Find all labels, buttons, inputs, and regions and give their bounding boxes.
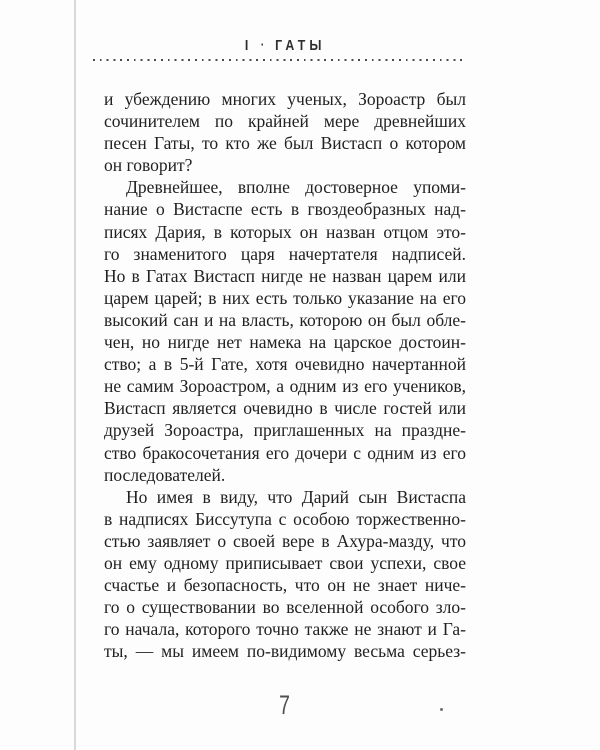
text-line: Вистасп является очевидно в числе гостей или — [104, 398, 466, 419]
chapter-title: ГАТЫ — [274, 37, 326, 54]
dotted-rule — [93, 59, 465, 61]
page-footer — [104, 690, 466, 721]
text-line: го знаменитого царя начертателя надписей. — [104, 243, 466, 264]
text-line: ты, — мы имеем по-видимому весьма серьез- — [104, 641, 466, 662]
text-line: стью заявляет о своей вере в Ахура-мазду, что — [104, 530, 466, 551]
text-line: в надписях Биссутупа с особою торжественно- — [104, 508, 466, 529]
header-text — [245, 36, 326, 55]
scan-speck-dot — [440, 708, 443, 711]
text-line: он говорит? — [104, 155, 193, 176]
text-line: чен, но нигде нет намека на царское достоин- — [104, 332, 466, 353]
text-line: песен Гаты, то кто же был Вистасп о котором — [104, 133, 466, 154]
text-line: писях Дария, в которых он назван отцом это- — [104, 221, 466, 242]
text-line: ство бракосочетания его дочери с одним из его — [104, 442, 466, 463]
body-text — [104, 88, 466, 662]
text-line: царем царей; в них есть только указание на его — [104, 287, 466, 308]
text-line: го о существовании во вселенной особого зло- — [104, 597, 466, 618]
text-line: не самим Зороастром, а одним из его учеников, — [104, 376, 466, 397]
text-line: Древнейшее, вполне достоверное упоми- — [126, 177, 466, 198]
text-line: го начала, которого точно также не знают и Га- — [104, 619, 466, 640]
text-line: счастье и безопасность, что он не знает ниче- — [104, 575, 466, 596]
page-header — [104, 36, 466, 55]
text-line: Но в Гатах Вистасп нигде не назван царем или — [104, 265, 466, 286]
text-line: ство; а в 5-й Гате, хотя очевидно начертанной — [104, 354, 466, 375]
text-line: и убеждению многих ученых, Зороастр был — [104, 89, 466, 109]
text-line: последователей. — [104, 464, 226, 485]
text-line: друзей Зороастра, приглашенных на праздне- — [104, 420, 466, 441]
text-line: он ему одному приписывает свои успехи, свое — [104, 552, 466, 573]
page-number: 7 — [279, 690, 291, 720]
page-edge-line — [74, 0, 76, 750]
text-line: Но имея в виду, что Дарий сын Вистаспа — [126, 486, 466, 507]
text-line: сочинителем по крайней мере древнейших — [104, 111, 466, 132]
text-line: высокий сан и на власть, которою он был обле- — [104, 309, 466, 330]
text-line: нание о Вистаспе есть в гвоздеобразных над- — [104, 199, 466, 220]
separator-dot: · — [260, 37, 265, 52]
chapter-numeral: I — [244, 37, 250, 54]
